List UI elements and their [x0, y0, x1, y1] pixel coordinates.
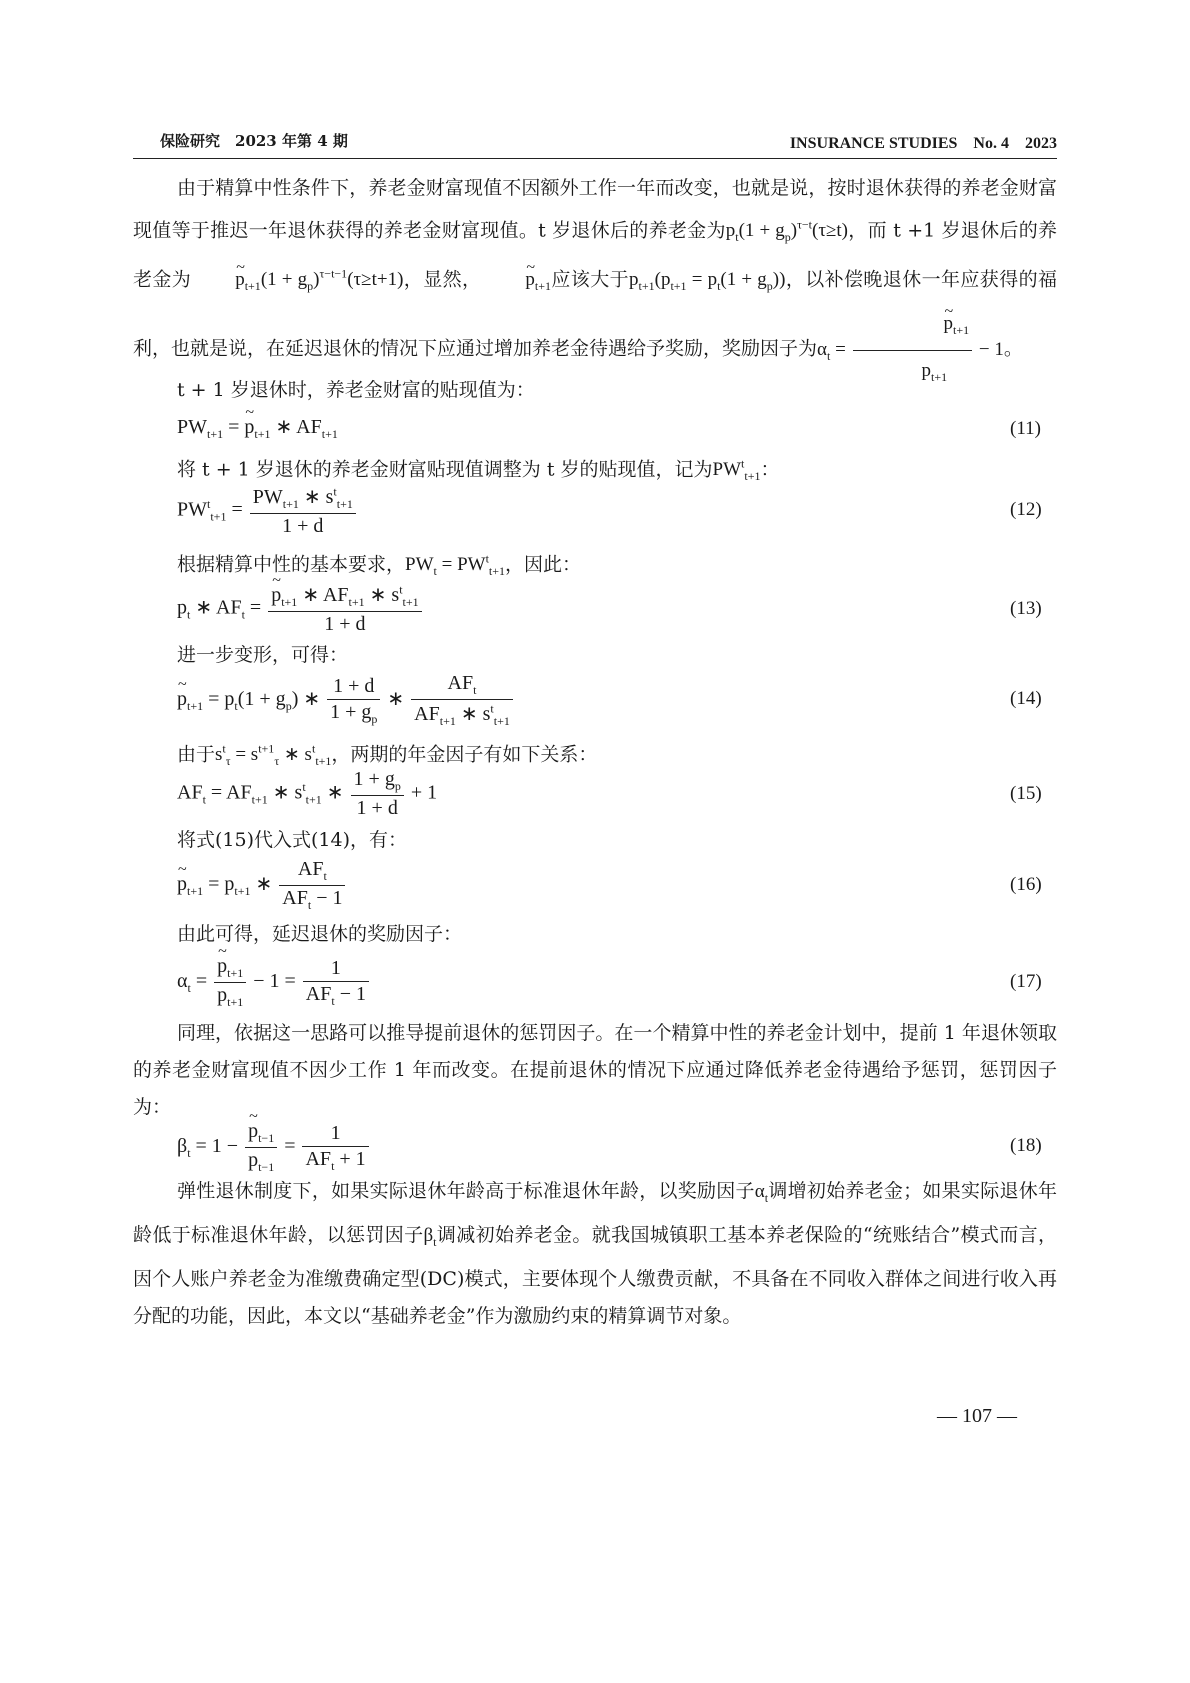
equation-number-17: (17) — [1010, 971, 1042, 992]
equation-number-14: (14) — [1010, 688, 1042, 709]
equation-number-11: (11) — [1010, 418, 1041, 439]
journal-issue: 保险研究 2023 年第 4 期 — [160, 132, 348, 150]
text-line-thus: 由此可得，延迟退休的奖励因子： — [177, 923, 463, 945]
running-header — [133, 128, 1057, 154]
equation-17: $\alpha_t$ = ~ $\frac{p_{t+1}}{p_{t+1}}$ − 1 = $\frac{1}{AF_t - 1}$ — [177, 955, 371, 1005]
header-rule — [133, 158, 1057, 159]
equation-16: ~ $p_{t+1} = p_{t+1}$ ∗ $\frac{AF_t}{AF_t - 1}$ — [177, 858, 347, 908]
text-line-further: 进一步变形，可得： — [177, 644, 349, 666]
equation-number-12: (12) — [1010, 499, 1042, 520]
equation-number-15: (15) — [1010, 783, 1042, 804]
paragraph-2: 同理，依据这一思路可以推导提前退休的惩罚因子。在一个精算中性的养老金计划中，提前 1 年退休领取的养老金财富现值不因少工作 1 年而改变。在提前退休的情况下应通过降低养老金待遇给予惩罚，惩罚因子为： — [133, 1022, 1057, 1118]
text-line-t1: t + 1 岁退休时，养老金财富的贴现值为： — [177, 379, 535, 401]
equation-11: $PW_{t+1}$ = ~ $p_{t+1}$ ∗ $AF_{t+1}$ — [177, 414, 338, 464]
equation-12: $PW^t_{t+1}$ = $\frac{PW_{t+1} ∗ s^t_{t+1}}{1 + d}$ — [177, 484, 358, 534]
text-line-basic: 根据精算中性的基本要求，$PW_t = PW^t_{t+1}$，因此： — [177, 552, 582, 579]
equation-15: $AF_t = AF_{t+1}$ ∗ $s^t_{t+1}$ ∗ $\frac{1 + g_p}{1 + d}$ + 1 — [177, 768, 438, 819]
equation-13: $p_t$ ∗ $AF_t$ = ~ $\frac{p_{t+1} ∗ AF_{t+1} ∗ s^t_{t+1}}{1 + d}$ — [177, 582, 424, 632]
equation-14: ~ $p_{t+1} = p_t(1 + g_p)$ ∗ $\frac{1 + d}{1 + g_p}$ ∗ $\frac{AF_t}{AF_{t+1} ∗ s^t_{t+1}}$ — [177, 672, 515, 722]
text-line-adjust: 将 t + 1 岁退休的养老金财富贴现值调整为 t 岁的贴现值，记为$PW^t_{t+1}$： — [177, 457, 780, 484]
journal-issue-en: INSURANCE STUDIES No. 4 2023 — [789, 135, 1057, 152]
equation-number-18: (18) — [1010, 1135, 1042, 1156]
page-number: — 107 — — [937, 1405, 1017, 1427]
equation-18: $\beta_t = 1$ − ~ $\frac{p_{t-1}}{p_{t-1}}$ = $\frac{1}{AF_t + 1}$ — [177, 1120, 371, 1170]
paragraph-1: 由于精算中性条件下，养老金财富现值不因额外工作一年而改变，也就是说，按时退休获得的养老金财富现值等于推迟一年退休获得的养老金财富现值。t 岁退休后的养老金为$p_t(1 + g_p)^{\tau-t}(\tau\ge t)$，而 t +1 岁退休后的养老金为~ $p_{t+1}(1 + g_p)^{\tau-t-1}(\tau\ge t+1)$，显然，~ $p_{t+1}$应该大于$p_{t+1}(p_{t+1} = p_t(1 + g_p))$，以补偿晚退休一年应获得的福利，也就是说，在延迟退休的情况下应通过增加养老金待遇给予奖励，奖励因子为$\alpha_t$ = ~ $\frac{p_{t+1}}{p_{t+1}}$ − 1。 — [133, 170, 1057, 396]
paragraph-3: 弹性退休制度下，如果实际退休年龄高于标准退休年龄，以奖励因子$\alpha_t$调增初始养老金；如果实际退休年龄低于标准退休年龄，以惩罚因子$\beta_t$调减初始养老金。就我国城镇职工基本养老保险的“统账结合”模式而言，因个人账户养老金为准缴费确定型(DC)模式，主要体现个人缴费贡献，不具备在不同收入群体之间进行收入再分配的功能，因此，本文以“基础养老金”作为激励约束的精算调节对象。 — [133, 1180, 1057, 1327]
equation-number-16: (16) — [1010, 874, 1042, 895]
equation-number-13: (13) — [1010, 598, 1042, 619]
text-line-sub: 将式(15)代入式(14)，有： — [177, 829, 408, 851]
text-line-since: 由于$s^t_\tau = s^{t+1}_\tau$ ∗ $s^t_{t+1}$，两期的年金因子有如下关系： — [177, 742, 598, 769]
